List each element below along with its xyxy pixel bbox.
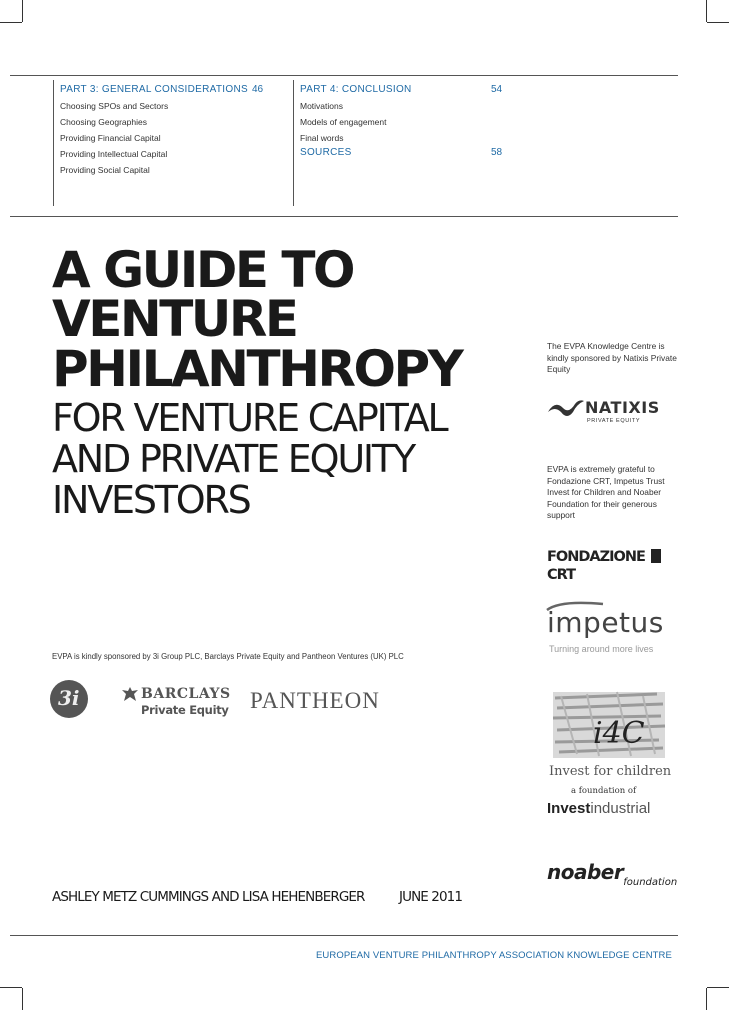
threei-logo: [50, 680, 88, 718]
grateful-note: EVPA is extremely grateful to Fondazione CRT, Impetus Trust Invest for Children and Noaber Foundation for their generous support: [547, 464, 665, 520]
sponsors-line: EVPA is kindly sponsored by 3i Group PLC, Barclays Private Equity and Pantheon Ventures (UK) PLC: [52, 652, 404, 661]
barclays-subtitle: Private Equity: [141, 703, 229, 717]
authors: ASHLEY METZ CUMMINGS AND LISA HEHENBERGER: [52, 889, 365, 905]
i4c-foundation-text: a foundation of: [571, 786, 637, 796]
natixis-wordmark: NATIXIS: [585, 398, 660, 417]
subtitle-line: FOR VENTURE CAPITAL: [52, 396, 447, 440]
i4c-mark: i4C: [593, 716, 645, 751]
toc-item[interactable]: Models of engagement: [300, 117, 387, 127]
toc-divider: [53, 80, 54, 206]
toc-item[interactable]: Choosing SPOs and Sectors: [60, 101, 169, 111]
impetus-tagline: Turning around more lives: [549, 644, 654, 654]
natixis-mark-icon: [547, 398, 585, 422]
toc-bottom-rule: [10, 216, 678, 217]
impetus-logo: [545, 598, 675, 658]
toc-item[interactable]: Final words: [300, 133, 344, 143]
toc-item[interactable]: Motivations: [300, 101, 343, 111]
crt-block-icon: [651, 549, 661, 563]
eagle-icon: [121, 686, 139, 704]
toc-part3-page: 46: [252, 84, 264, 95]
noaber-subtitle: foundation: [623, 877, 678, 888]
natixis-subtitle: PRIVATE EQUITY: [587, 418, 641, 424]
barclays-logo: [121, 686, 231, 720]
toc-part4-page: 54: [491, 84, 503, 95]
subtitle-line: INVESTORS: [52, 478, 250, 522]
crop-mark: [706, 988, 707, 1010]
toc-item[interactable]: Providing Intellectual Capital: [60, 149, 168, 159]
investindustrial-light: industrial: [590, 800, 651, 817]
toc-sources-heading[interactable]: SOURCES: [300, 147, 352, 158]
fondazione-wordmark: FONDAZIONE: [547, 549, 645, 565]
toc-sources-page: 58: [491, 147, 503, 158]
crop-mark: [0, 987, 22, 988]
knowledge-centre-note: The EVPA Knowledge Centre is kindly sponsored by Natixis Private Equity: [547, 341, 677, 374]
impetus-wordmark: impetus: [547, 606, 664, 639]
investindustrial-bold: Invest: [547, 800, 591, 817]
toc-item[interactable]: Providing Financial Capital: [60, 133, 161, 143]
noaber-foundation-logo: [547, 860, 677, 892]
noaber-wordmark: noaber: [547, 860, 624, 884]
i4c-name: Invest for children: [549, 764, 672, 779]
crop-mark: [707, 22, 729, 23]
publication-date: JUNE 2011: [399, 889, 463, 905]
invest-for-children-logo: [545, 688, 673, 826]
title-line: A GUIDE TO: [52, 241, 354, 299]
title-line: PHILANTHROPY: [52, 340, 462, 398]
fondazione-crt-logo: [547, 548, 675, 583]
crop-mark: [706, 0, 707, 22]
toc-part3-heading[interactable]: PART 3: GENERAL CONSIDERATIONS: [60, 84, 248, 95]
toc-part4-heading[interactable]: PART 4: CONCLUSION: [300, 84, 412, 95]
natixis-logo: [547, 396, 675, 428]
toc-item[interactable]: Providing Social Capital: [60, 165, 150, 175]
title-line: VENTURE: [52, 290, 297, 348]
bottom-rule: [10, 935, 678, 936]
top-rule: [10, 75, 678, 76]
crop-mark: [0, 22, 22, 23]
subtitle-line: AND PRIVATE EQUITY: [52, 437, 414, 481]
toc-item[interactable]: Choosing Geographies: [60, 117, 147, 127]
crop-mark: [707, 987, 729, 988]
crop-mark: [22, 988, 23, 1010]
crt-wordmark: CRT: [547, 567, 576, 583]
threei-mark: 3i: [58, 686, 80, 710]
barclays-wordmark: BARCLAYS: [141, 686, 231, 702]
footer-text: EUROPEAN VENTURE PHILANTHROPY ASSOCIATION KNOWLEDGE CENTRE: [316, 950, 672, 961]
crop-mark: [22, 0, 23, 22]
toc-divider: [293, 80, 294, 206]
pantheon-logo: PANTHEON: [250, 688, 380, 713]
